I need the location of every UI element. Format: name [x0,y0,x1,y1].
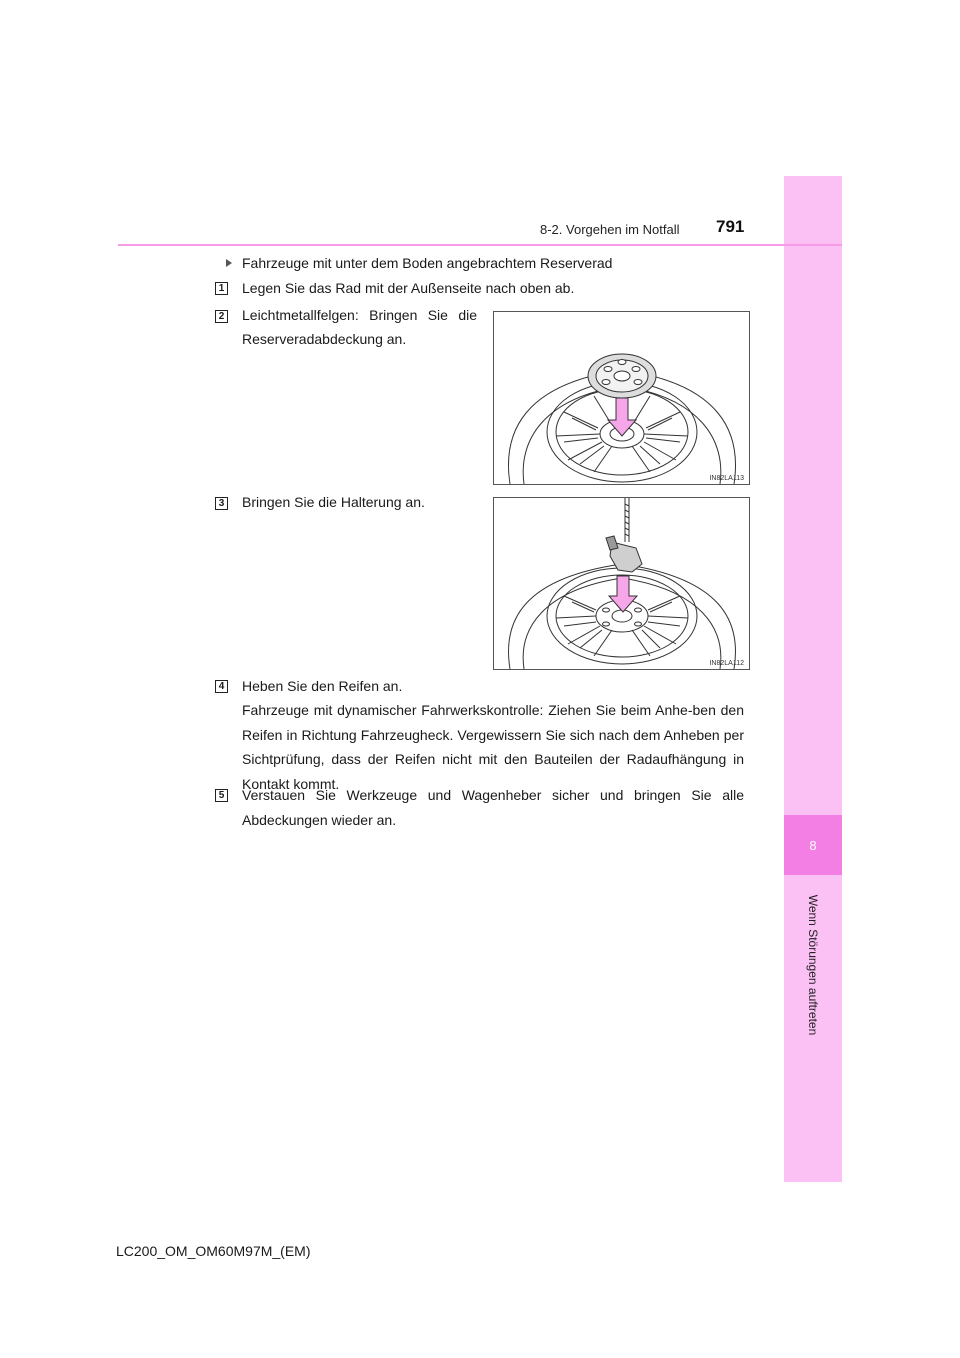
step-2-badge: 2 [215,310,228,323]
bracket-illustration [494,498,749,669]
wheel-cover-illustration [494,312,749,484]
step-4-badge: 4 [215,680,228,693]
step-4-heading: Heben Sie den Reifen an. [242,678,403,694]
page-number: 791 [716,217,745,236]
figure-bracket [493,497,750,670]
step-1-text: Legen Sie das Rad mit der Außenseite nach oben ab. [242,280,575,296]
bullet-triangle-icon [226,259,232,267]
section-title: 8-2. Vorgehen im Notfall [540,222,680,237]
figure-bracket-id: IN82LA112 [709,660,744,667]
step-3-text: Bringen Sie die Halterung an. [242,494,425,510]
figure-wheel-cover [493,311,750,485]
step-5-text: Verstauen Sie Werkzeuge und Wagenheber sicher und bringen Sie alle Abdeckungen wieder an. [242,787,744,828]
footer-document-code: LC200_OM_OM60M97M_(EM) [116,1243,311,1259]
chapter-title: Wenn Störungen auftreten [806,894,820,1036]
step-5-badge: 5 [215,789,228,802]
step-2-text-line1: Leichtmetallfelgen: Bringen Sie die [242,307,477,323]
intro-text: Fahrzeuge mit unter dem Boden angebrachtem Reserverad [242,255,613,271]
header-divider [118,244,842,246]
step-3-badge: 3 [215,497,228,510]
step-4-body: Fahrzeuge mit dynamischer Fahrwerkskontrolle: Ziehen Sie beim Anhe-ben den Reifen in Richtung Fahrzeugheck. Vergewissern Sie sich nach dem Anheben per Sichtprüfung, dass der Reifen nicht mit den Bauteilen der Radaufhängung in Kontakt kommt. [242,702,744,792]
step-2-text-line2: Reserveradabdeckung an. [242,331,407,347]
chapter-number: 8 [784,815,842,875]
step-1-badge: 1 [215,282,228,295]
figure-wheel-cover-id: IN82LA113 [709,475,744,482]
